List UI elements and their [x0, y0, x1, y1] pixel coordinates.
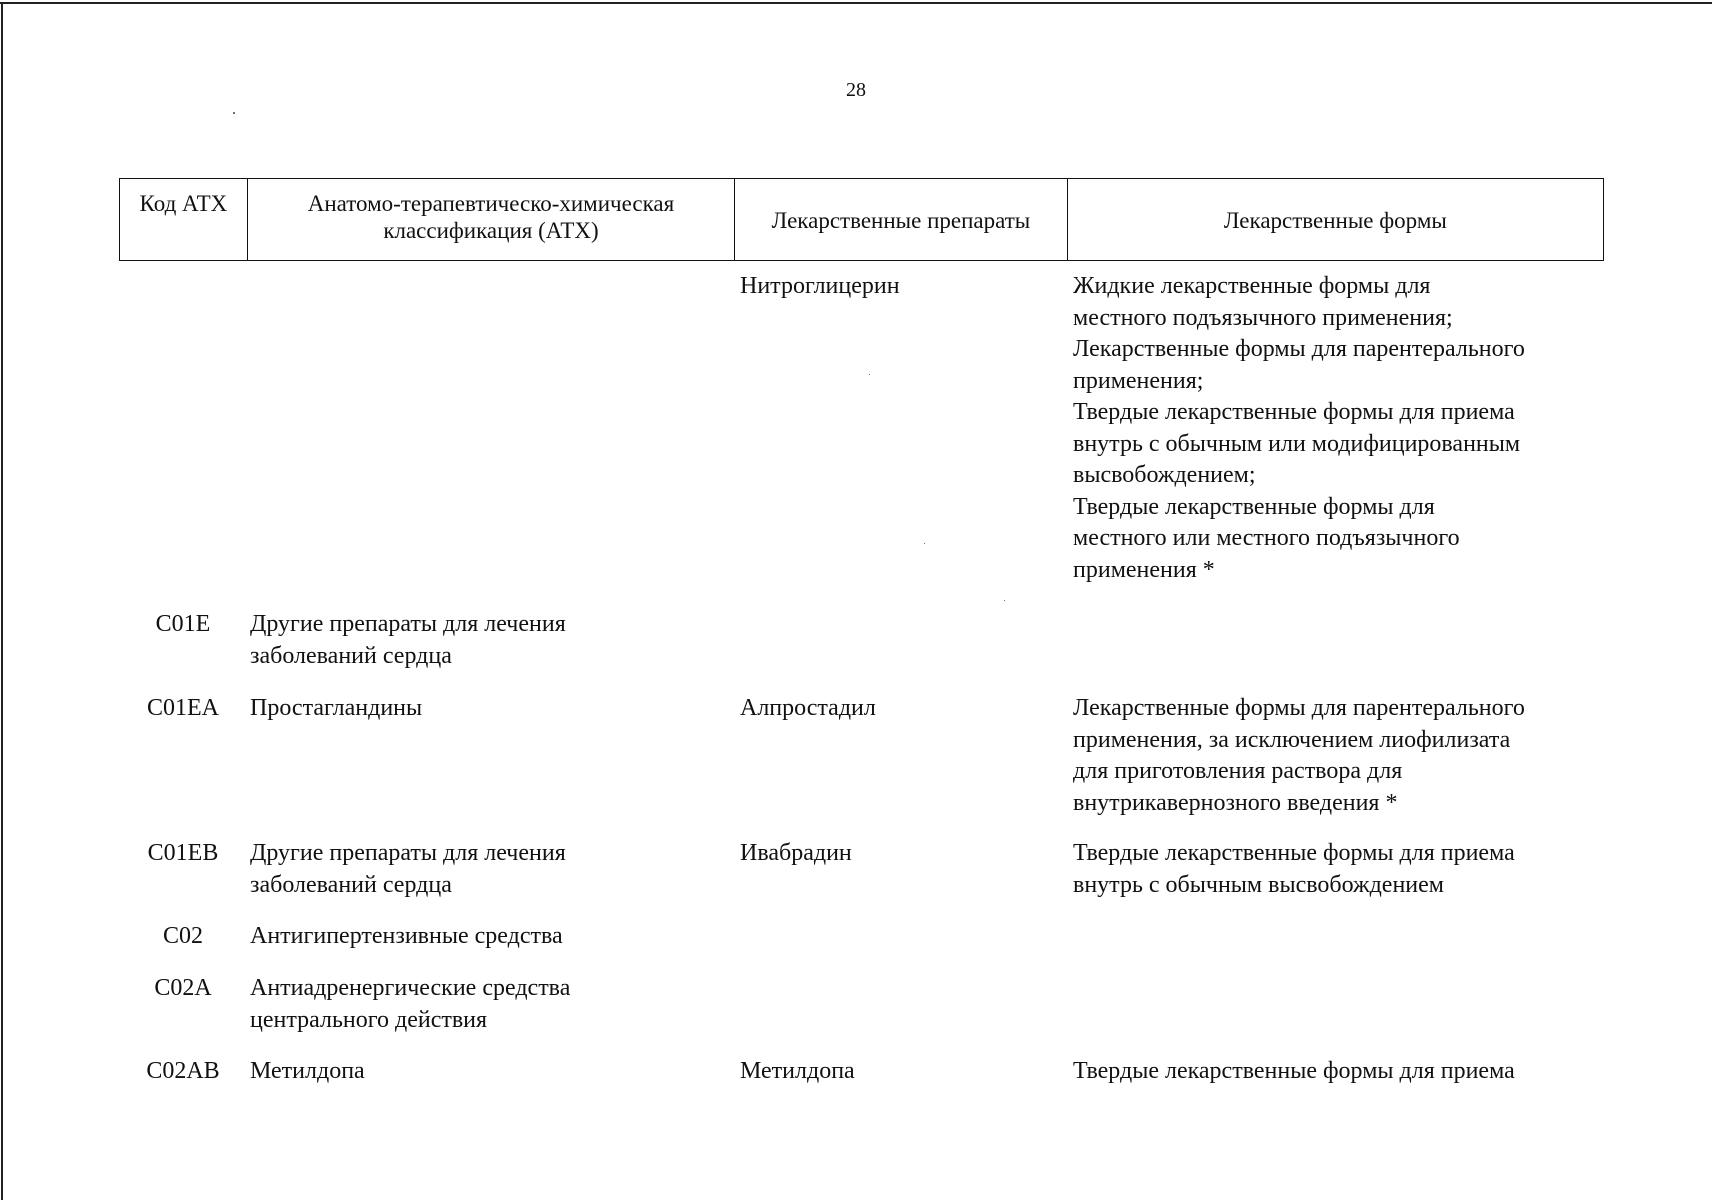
row-atc-name: Антигипертензивные средства	[250, 923, 563, 949]
header-dosage-forms: Лекарственные формы	[1223, 208, 1447, 233]
row-code: C02	[162, 923, 203, 949]
table-row	[119, 271, 1604, 609]
row-atc-name: Метилдопа	[250, 1058, 365, 1084]
row-code: C02AB	[146, 1058, 220, 1084]
row-drug: Алпростадил	[740, 695, 876, 721]
table-body	[119, 271, 1604, 1106]
row-drug	[735, 609, 1068, 693]
header-atc-classification: Анатомо-терапевтическо-химическая классификация (АТХ)	[248, 179, 735, 260]
row-drug	[735, 921, 1068, 973]
table-row	[119, 973, 1604, 1056]
row-drug: Ивабрадин	[740, 840, 852, 866]
row-drug: Нитроглицерин	[740, 273, 900, 299]
row-atc-name	[247, 271, 735, 609]
row-atc-name: Простагландины	[250, 695, 423, 721]
row-code: C01EB	[147, 840, 219, 866]
scan-speck	[233, 112, 235, 114]
table-row	[119, 693, 1604, 838]
row-code: C02A	[154, 975, 212, 1001]
row-atc-name: Антиадренергические средства центрального действия	[250, 975, 571, 1033]
scan-border-top	[0, 2, 1712, 4]
row-dosage-forms: Лекарственные формы для парентерального применения, за исключением лиофилизата для приготовления раствора для внутрикавернозного введения *	[1073, 695, 1525, 816]
row-dosage-forms: Жидкие лекарственные формы для местного подъязычного применения; Лекарственные формы для парентерального применения; Твердые лекарственные формы для приема внутрь с обычным или модифицированным высвобождением; Твердые лекарственные формы для местного или местного подъязычного применения *	[1073, 273, 1525, 583]
table-row	[119, 921, 1604, 973]
row-atc-name: Другие препараты для лечения заболеваний сердца	[250, 840, 566, 898]
table-row	[119, 838, 1604, 921]
row-code	[119, 271, 247, 609]
row-dosage-forms: Твердые лекарственные формы для приема	[1073, 1058, 1515, 1084]
row-dosage-forms	[1068, 973, 1604, 1056]
row-code: C01E	[155, 611, 211, 637]
table-row	[119, 609, 1604, 693]
scan-border-left	[1, 2, 3, 1200]
row-drug: Метилдопа	[740, 1058, 855, 1084]
row-code: C01EA	[147, 695, 219, 721]
row-drug	[735, 973, 1068, 1056]
row-dosage-forms: Твердые лекарственные формы для приема внутрь с обычным высвобождением	[1073, 840, 1515, 898]
row-dosage-forms	[1068, 921, 1604, 973]
table-row	[119, 1056, 1604, 1106]
row-dosage-forms	[1068, 609, 1604, 693]
page-number: 28	[846, 79, 866, 101]
header-drugs: Лекарственные препараты	[735, 179, 1068, 260]
table-header	[119, 178, 1604, 261]
header-code: Код АТХ	[120, 179, 248, 260]
row-atc-name: Другие препараты для лечения заболеваний сердца	[250, 611, 566, 669]
